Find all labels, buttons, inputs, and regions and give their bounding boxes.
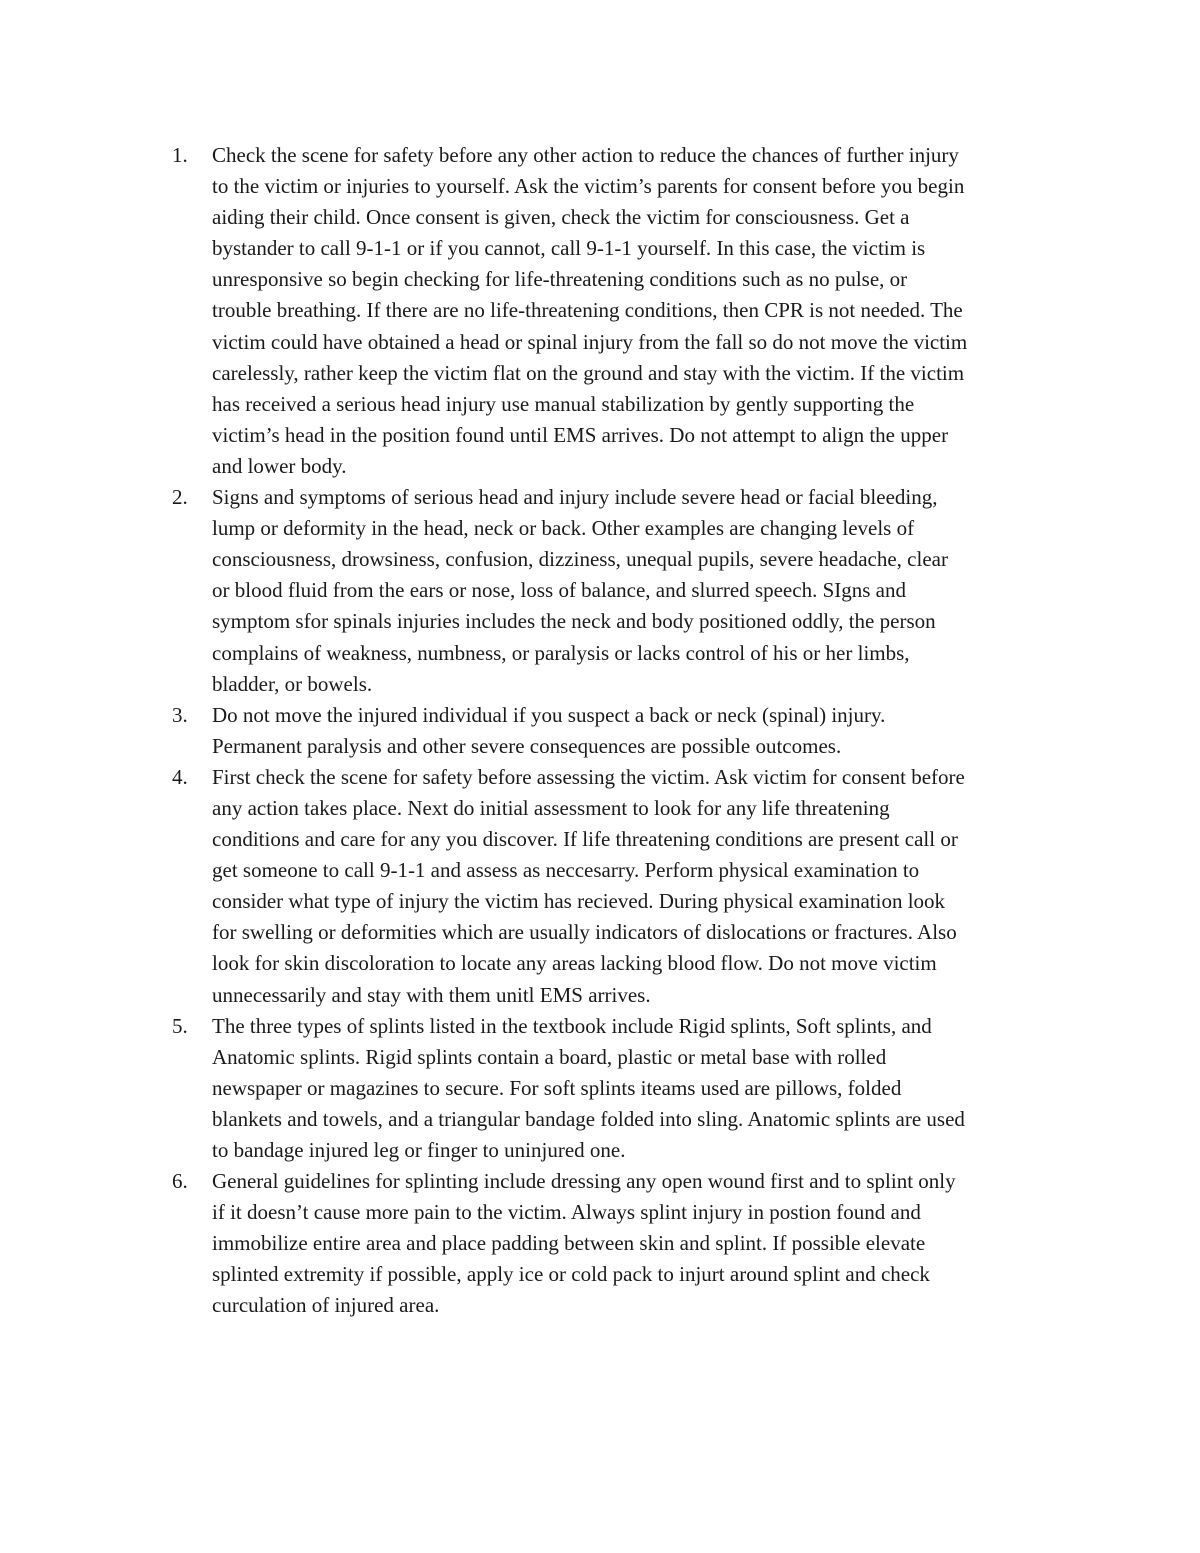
text-line: and lower body. — [212, 453, 347, 478]
list-item — [172, 1011, 1072, 1166]
text-line: unnecessarily and stay with them unitl EMS arrives. — [212, 982, 651, 1007]
text-line: Do not move the injured individual if you suspect a back or neck (spinal) injury. — [212, 702, 886, 727]
list-item — [172, 140, 1072, 482]
item-number: 4. — [172, 764, 188, 789]
text-line: to the victim or injuries to yourself. Ask the victim’s parents for consent before you begin — [212, 174, 965, 199]
text-line: curculation of injured area. — [212, 1293, 440, 1318]
text-line: carelessly, rather keep the victim flat on the ground and stay with the victim. If the victim — [212, 360, 965, 385]
text-line: bystander to call 9-1-1 or if you cannot, call 9-1-1 yourself. In this case, the victim is — [212, 236, 926, 261]
text-line: consider what type of injury the victim has recieved. During physical examination look — [212, 889, 946, 914]
item-number: 6. — [172, 1169, 188, 1194]
item-number: 5. — [172, 1013, 188, 1038]
item-number: 3. — [172, 702, 188, 727]
text-line: look for skin discoloration to locate any areas lacking blood flow. Do not move victim — [212, 951, 937, 976]
text-line: unresponsive so begin checking for life-threatening conditions such as no pulse, or — [212, 267, 908, 292]
text-line: conditions and care for any you discover. If life threatening conditions are present call or — [212, 827, 958, 852]
text-line: victim’s head in the position found until EMS arrives. Do not attempt to align the upper — [212, 422, 949, 447]
text-line: for swelling or deformities which are usually indicators of dislocations or fractures. Also — [212, 920, 957, 945]
item-text — [212, 140, 1072, 482]
text-line: consciousness, drowsiness, confusion, dizziness, unequal pupils, severe headache, clear — [212, 547, 948, 572]
text-line: trouble breathing. If there are no life-threatening conditions, then CPR is not needed. The — [212, 298, 963, 323]
text-line: aiding their child. Once consent is given, check the victim for consciousness. Get a — [212, 205, 910, 230]
text-line: complains of weakness, numbness, or paralysis or lacks control of his or her limbs, — [212, 640, 910, 665]
text-line: symptom sfor spinals injuries includes the neck and body positioned oddly, the person — [212, 609, 936, 634]
numbered-answer-list — [172, 140, 1072, 1322]
text-line: get someone to call 9-1-1 and assess as neccesarry. Perform physical examination to — [212, 858, 920, 883]
text-line: lump or deformity in the head, neck or back. Other examples are changing levels of — [212, 516, 915, 541]
item-text — [212, 482, 1072, 700]
item-text — [212, 1011, 1072, 1166]
item-text — [212, 1166, 1072, 1321]
text-line: has received a serious head injury use manual stabilization by gently supporting the — [212, 391, 915, 416]
item-text — [212, 762, 1072, 1011]
item-number: 1. — [172, 143, 188, 167]
text-line: General guidelines for splinting include dressing any open wound first and to splint only — [212, 1169, 956, 1194]
list-item — [172, 762, 1072, 1011]
text-line: blankets and towels, and a triangular bandage folded into sling. Anatomic splints are used — [212, 1106, 965, 1131]
item-text — [212, 700, 1072, 762]
text-line: victim could have obtained a head or spinal injury from the fall so do not move the victim — [212, 329, 968, 354]
list-item — [172, 1166, 1072, 1321]
text-line: immobilize entire area and place padding between skin and splint. If possible elevate — [212, 1231, 926, 1256]
list-item — [172, 700, 1072, 762]
text-line: Check the scene for safety before any other action to reduce the chances of further injury — [212, 143, 959, 167]
text-line: to bandage injured leg or finger to uninjured one. — [212, 1138, 626, 1162]
list-item — [172, 482, 1072, 700]
text-line: Anatomic splints. Rigid splints contain a board, plastic or metal base with rolled — [212, 1044, 887, 1069]
text-line: any action takes place. Next do initial assessment to look for any life threatening — [212, 795, 890, 820]
item-number: 2. — [172, 485, 188, 510]
text-line: bladder, or bowels. — [212, 671, 373, 696]
text-line: Signs and symptoms of serious head and injury include severe head or facial bleeding, — [212, 485, 938, 510]
text-line: Permanent paralysis and other severe consequences are possible outcomes. — [212, 733, 842, 758]
text-line: newspaper or magazines to secure. For soft splints iteams used are pillows, folded — [212, 1075, 902, 1100]
text-line: The three types of splints listed in the textbook include Rigid splints, Soft splints, and — [212, 1013, 932, 1038]
text-line: or blood fluid from the ears or nose, loss of balance, and slurred speech. SIgns and — [212, 578, 906, 603]
text-line: splinted extremity if possible, apply ice or cold pack to injurt around splint and check — [212, 1262, 930, 1287]
text-line: First check the scene for safety before assessing the victim. Ask victim for consent before — [212, 764, 965, 789]
text-line: if it doesn’t cause more pain to the victim. Always splint injury in postion found and — [212, 1200, 921, 1225]
